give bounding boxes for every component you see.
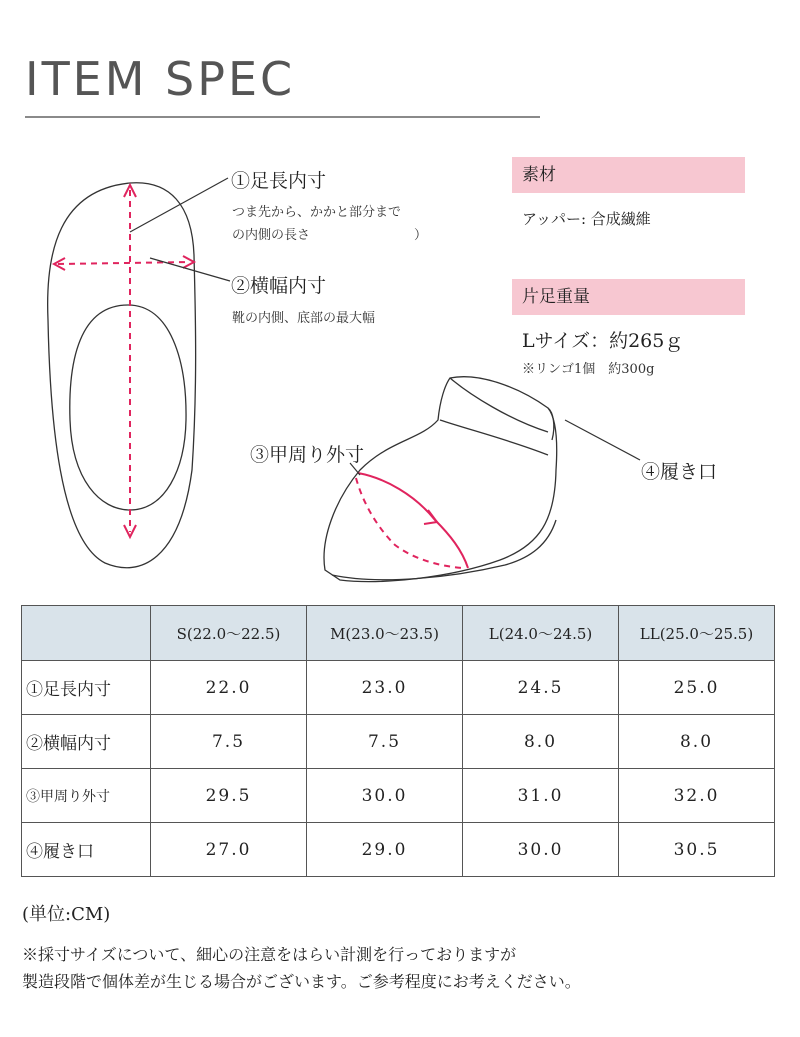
insole-top-view-illustration bbox=[48, 183, 196, 568]
foot-width-arrow bbox=[54, 256, 194, 270]
column-header: M(23.0〜23.5) bbox=[307, 606, 463, 661]
column-header: LL(25.0〜25.5) bbox=[619, 606, 775, 661]
table-row bbox=[22, 715, 775, 769]
column-header: L(24.0〜24.5) bbox=[463, 606, 619, 661]
table-header-row bbox=[22, 606, 775, 661]
shoe-side-view-illustration bbox=[324, 377, 557, 582]
row-label: ①足長内寸 bbox=[22, 661, 151, 715]
table-cell: 30.0 bbox=[307, 769, 463, 823]
opening-label: ④履き口 bbox=[641, 461, 718, 483]
foot-length-label: ①足長内寸 bbox=[231, 170, 327, 192]
table-cell: 7.5 bbox=[151, 715, 307, 769]
weight-header: 片足重量 bbox=[512, 279, 745, 315]
table-cell: 30.0 bbox=[463, 823, 619, 877]
foot-width-desc: 靴の内側、底部の最大幅 bbox=[232, 311, 376, 326]
row-label: ④履き口 bbox=[22, 823, 151, 877]
weight-note: ※リンゴ1個 約300g bbox=[522, 362, 655, 377]
table-cell: 31.0 bbox=[463, 769, 619, 823]
table-cell: 22.0 bbox=[151, 661, 307, 715]
table-cell: 29.0 bbox=[307, 823, 463, 877]
table-cell: 32.0 bbox=[619, 769, 775, 823]
row-label: ②横幅内寸 bbox=[22, 715, 151, 769]
measurement-note bbox=[22, 941, 581, 995]
table-cell: 8.0 bbox=[463, 715, 619, 769]
table-cell: 23.0 bbox=[307, 661, 463, 715]
material-header: 素材 bbox=[512, 157, 745, 193]
note-line: ※採寸サイズについて、細心の注意をはらい計測を行っておりますが bbox=[22, 945, 517, 964]
table-cell: 7.5 bbox=[307, 715, 463, 769]
foot-length-desc-line1: つま先から、かかと部分まで bbox=[232, 205, 402, 220]
table-corner-cell bbox=[22, 606, 151, 661]
note-line: 製造段階で個体差が生じる場合がございます。ご参考程度にお考えください。 bbox=[22, 972, 581, 991]
weight-value: Lサイズ：約265ｇ bbox=[522, 330, 684, 352]
instep-label: ③甲周り外寸 bbox=[250, 444, 365, 466]
material-value: アッパー: 合成繊維 bbox=[522, 210, 651, 228]
table-cell: 8.0 bbox=[619, 715, 775, 769]
table-row bbox=[22, 823, 775, 877]
column-header: S(22.0〜22.5) bbox=[151, 606, 307, 661]
table-row bbox=[22, 769, 775, 823]
table-cell: 25.0 bbox=[619, 661, 775, 715]
row-label: ③甲周り外寸 bbox=[22, 769, 151, 823]
table-cell: 24.5 bbox=[463, 661, 619, 715]
table-cell: 27.0 bbox=[151, 823, 307, 877]
table-cell: 29.5 bbox=[151, 769, 307, 823]
foot-width-label: ②横幅内寸 bbox=[231, 275, 327, 297]
table-row bbox=[22, 661, 775, 715]
foot-length-desc-line2: の内側の長さ ） bbox=[232, 228, 428, 243]
size-spec-table bbox=[21, 605, 775, 877]
table-cell: 30.5 bbox=[619, 823, 775, 877]
unit-label: (単位:CM) bbox=[22, 904, 111, 925]
instep-arrow bbox=[356, 473, 468, 568]
page-title: ITEM SPEC bbox=[25, 52, 296, 106]
foot-length-arrow bbox=[124, 185, 136, 537]
